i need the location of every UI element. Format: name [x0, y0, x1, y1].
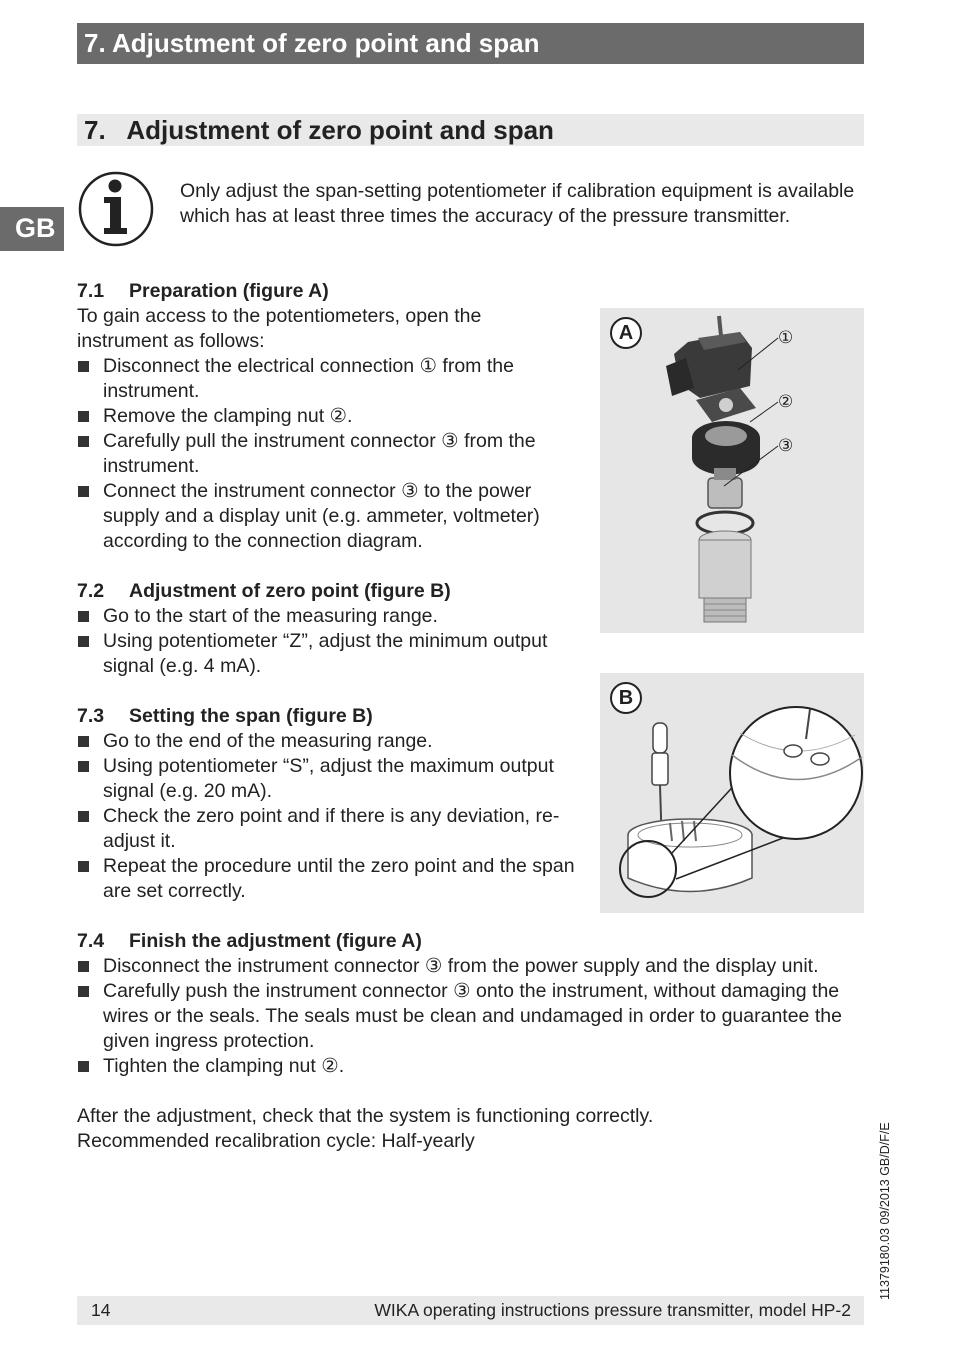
section-heading	[77, 929, 867, 954]
potentiometer-illustration	[600, 673, 864, 913]
closing-line: Recommended recalibration cycle: Half-yearly	[77, 1130, 475, 1152]
closing-text	[77, 1104, 653, 1154]
list-item: Go to the start of the measuring range.	[77, 604, 577, 629]
list-item: Check the zero point and if there is any deviation, re-adjust it.	[77, 804, 582, 854]
header-bar	[77, 23, 864, 64]
list-item: Using potentiometer “S”, adjust the maximum output signal (e.g. 20 mA).	[77, 754, 582, 804]
section-title: Finish the adjustment (figure A)	[129, 930, 422, 952]
section-title: Setting the span (figure B)	[129, 705, 373, 727]
info-icon	[77, 170, 155, 248]
callout-2: ②	[778, 392, 794, 411]
figure-b-label: B	[610, 682, 642, 714]
section-heading-bar	[77, 114, 864, 146]
section-7-1	[77, 279, 572, 554]
section-intro: To gain access to the potentiometers, open the instrument as follows:	[77, 305, 482, 352]
document-reference: 11379180.03 09/2013 GB/D/F/E	[878, 1122, 892, 1300]
section-title: Adjustment of zero point (figure B)	[129, 580, 451, 602]
figure-a	[600, 308, 864, 633]
page-footer	[77, 1296, 864, 1325]
list-item: Repeat the procedure until the zero point and the span are set correctly.	[77, 854, 582, 904]
bullet-list	[77, 954, 867, 1079]
section-heading	[77, 579, 577, 604]
language-tab-label: GB	[15, 213, 56, 243]
list-item: Remove the clamping nut ②.	[77, 404, 572, 429]
section-heading	[77, 704, 582, 729]
list-item: Carefully push the instrument connector ③ onto the instrument, without damaging the wires or the seals. The seals must be clean and undamaged in order to guarantee the given ingress protection.	[77, 979, 867, 1054]
list-item: Connect the instrument connector ③ to the power supply and a display unit (e.g. ammeter, voltmeter) according to the connection diagram.	[77, 479, 572, 554]
callout-1: ①	[778, 328, 794, 347]
bullet-list	[77, 729, 582, 904]
exploded-connector-illustration	[600, 308, 864, 633]
section-number: 7.3	[77, 705, 105, 727]
page-title: 7. Adjustment of zero point and span	[84, 115, 554, 145]
language-tab	[0, 207, 64, 251]
section-heading	[77, 279, 572, 304]
bullet-list	[77, 604, 577, 679]
header-title: 7. Adjustment of zero point and span	[84, 28, 540, 58]
section-7-2	[77, 579, 577, 679]
figure-a-label: A	[610, 317, 642, 349]
section-title: Preparation (figure A)	[129, 280, 329, 302]
list-item: Go to the end of the measuring range.	[77, 729, 582, 754]
bullet-list	[77, 354, 572, 554]
list-item: Disconnect the electrical connection ① from the instrument.	[77, 354, 572, 404]
list-item: Carefully pull the instrument connector ③ from the instrument.	[77, 429, 572, 479]
section-7-4	[77, 929, 867, 1079]
section-7-3	[77, 704, 582, 904]
section-number: 7.1	[77, 280, 105, 302]
footer-text: WIKA operating instructions pressure transmitter, model HP-2	[374, 1300, 851, 1320]
callout-3: ③	[778, 436, 794, 455]
section-number: 7.4	[77, 930, 105, 952]
page-number: 14	[91, 1300, 111, 1320]
figure-b	[600, 673, 864, 913]
list-item: Disconnect the instrument connector ③ from the power supply and the display unit.	[77, 954, 867, 979]
list-item: Using potentiometer “Z”, adjust the minimum output signal (e.g. 4 mA).	[77, 629, 577, 679]
section-number: 7.2	[77, 580, 105, 602]
list-item: Tighten the clamping nut ②.	[77, 1054, 867, 1079]
closing-line: After the adjustment, check that the system is functioning correctly.	[77, 1105, 654, 1127]
info-note: Only adjust the span-setting potentiometer if calibration equipment is available which has at least three times the accuracy of the pressure transmitter.	[180, 180, 855, 227]
